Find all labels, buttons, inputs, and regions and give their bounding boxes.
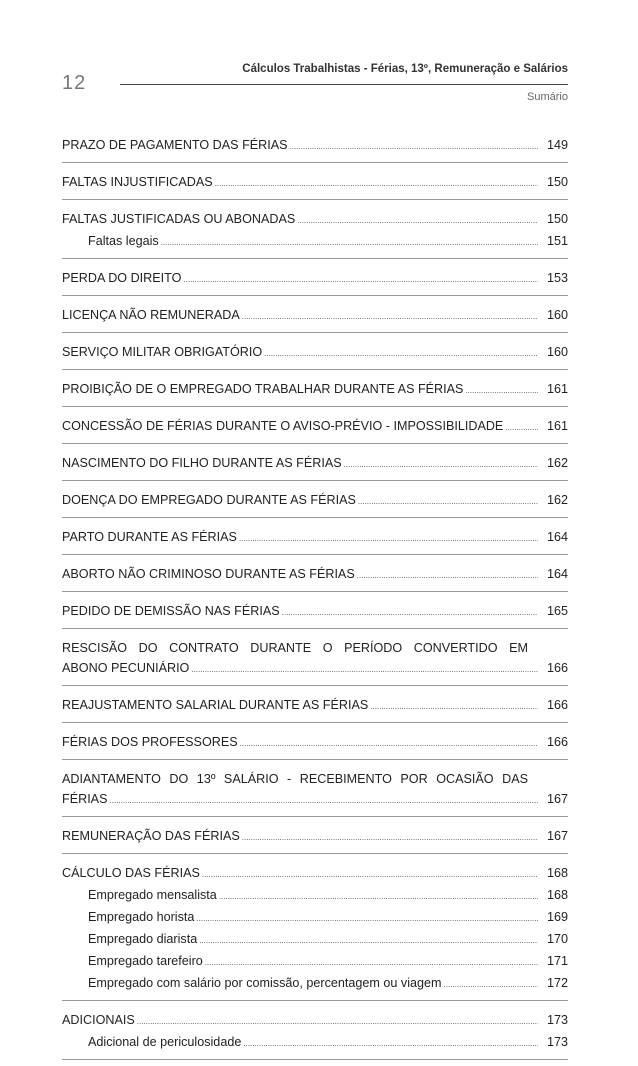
toc-entry-label: PERDA DO DIREITO <box>62 271 182 285</box>
toc-entry[interactable] <box>62 658 568 680</box>
dot-leader <box>219 887 538 907</box>
dot-leader <box>465 381 538 401</box>
dot-leader <box>505 418 538 438</box>
toc-group <box>62 524 568 555</box>
dot-leader <box>161 233 538 253</box>
toc-entry[interactable] <box>62 527 568 549</box>
toc-entry-page: 149 <box>546 138 568 152</box>
toc-group <box>62 598 568 629</box>
toc-entry-label: LICENÇA NÃO REMUNERADA <box>62 308 240 322</box>
toc-entry-page: 150 <box>546 212 568 226</box>
toc-entry-page: 168 <box>546 888 568 902</box>
toc-entry[interactable] <box>62 453 568 475</box>
toc-entry[interactable] <box>62 490 568 512</box>
toc-entry[interactable] <box>62 416 568 438</box>
toc-entry-label: ABORTO NÃO CRIMINOSO DURANTE AS FÉRIAS <box>62 567 355 581</box>
toc-subentry[interactable] <box>62 907 568 929</box>
toc-entry-label: PROIBIÇÃO DE O EMPREGADO TRABALHAR DURANTE AS FÉRIAS <box>62 382 464 396</box>
toc-group <box>62 561 568 592</box>
toc-group <box>62 766 568 817</box>
toc-entry-page: 150 <box>546 175 568 189</box>
toc-entry-page: 169 <box>546 910 568 924</box>
table-of-contents <box>62 132 568 1066</box>
toc-entry-label: Empregado tarefeiro <box>88 954 203 968</box>
toc-entry[interactable] <box>62 135 568 157</box>
dot-leader <box>110 791 539 811</box>
toc-entry-page: 172 <box>546 976 568 990</box>
dot-leader <box>183 270 538 290</box>
toc-group <box>62 302 568 333</box>
toc-entry[interactable] <box>62 305 568 327</box>
toc-entry-label: NASCIMENTO DO FILHO DURANTE AS FÉRIAS <box>62 456 342 470</box>
toc-group <box>62 169 568 200</box>
toc-entry-label: ABONO PECUNIÁRIO <box>62 661 190 675</box>
toc-entry-page: 161 <box>546 419 568 433</box>
dot-leader <box>196 909 538 929</box>
toc-entry-page: 164 <box>546 567 568 581</box>
toc-group <box>62 823 568 854</box>
toc-entry-label-line1: RESCISÃO DO CONTRATO DURANTE O PERÍODO CONVERTIDO EM <box>62 641 528 655</box>
toc-subentry[interactable] <box>62 231 568 253</box>
dot-leader <box>239 529 538 549</box>
toc-entry-label: Empregado diarista <box>88 932 198 946</box>
dot-leader <box>243 1034 538 1054</box>
toc-group <box>62 339 568 370</box>
toc-entry-page: 162 <box>546 456 568 470</box>
toc-entry[interactable] <box>62 601 568 623</box>
toc-entry[interactable] <box>62 268 568 290</box>
toc-entry-label: CONCESSÃO DE FÉRIAS DURANTE O AVISO-PRÉVIO - IMPOSSIBILIDADE <box>62 419 504 433</box>
dot-leader <box>191 660 538 680</box>
toc-entry-page: 168 <box>546 866 568 880</box>
dot-leader <box>358 492 538 512</box>
toc-entry-label-line1: ADIANTAMENTO DO 13º SALÁRIO - RECEBIMENTO POR OCASIÃO DAS <box>62 772 528 786</box>
toc-entry[interactable] <box>62 826 568 848</box>
toc-group <box>62 376 568 407</box>
toc-subentry[interactable] <box>62 885 568 907</box>
toc-entry[interactable] <box>62 379 568 401</box>
toc-entry[interactable] <box>62 732 568 754</box>
header-rule <box>120 84 568 85</box>
toc-entry-label: FALTAS INJUSTIFICADAS <box>62 175 213 189</box>
toc-entry-page: 153 <box>546 271 568 285</box>
dot-leader <box>205 953 538 973</box>
toc-entry[interactable] <box>62 863 568 885</box>
dot-leader <box>357 566 538 586</box>
toc-group <box>62 450 568 481</box>
dot-leader <box>282 603 538 623</box>
toc-group <box>62 1007 568 1060</box>
dot-leader <box>240 734 538 754</box>
dot-leader <box>137 1012 538 1032</box>
dot-leader <box>444 975 539 995</box>
toc-entry-page: 171 <box>546 954 568 968</box>
toc-subentry[interactable] <box>62 973 568 995</box>
toc-entry-page: 160 <box>546 308 568 322</box>
toc-entry[interactable] <box>62 209 568 231</box>
toc-entry-page: 151 <box>546 234 568 248</box>
toc-entry[interactable] <box>62 1010 568 1032</box>
dot-leader <box>370 697 538 717</box>
toc-entry-label: SERVIÇO MILITAR OBRIGATÓRIO <box>62 345 263 359</box>
toc-entry[interactable] <box>62 172 568 194</box>
toc-group <box>62 692 568 723</box>
toc-entry-page: 164 <box>546 530 568 544</box>
toc-entry-label: PRAZO DE PAGAMENTO DAS FÉRIAS <box>62 138 288 152</box>
toc-entry[interactable] <box>62 695 568 717</box>
toc-entry-label: Empregado com salário por comissão, percentagem ou viagem <box>88 976 442 990</box>
toc-entry-label: REMUNERAÇÃO DAS FÉRIAS <box>62 829 240 843</box>
toc-entry-label: FALTAS JUSTIFICADAS OU ABONADAS <box>62 212 296 226</box>
toc-subentry[interactable] <box>62 951 568 973</box>
toc-subentry[interactable] <box>62 929 568 951</box>
toc-entry-page: 161 <box>546 382 568 396</box>
toc-entry-page: 160 <box>546 345 568 359</box>
toc-entry-page: 170 <box>546 932 568 946</box>
toc-entry[interactable] <box>62 564 568 586</box>
dot-leader <box>344 455 538 475</box>
running-header-title: Cálculos Trabalhistas - Férias, 13º, Remuneração e Salários <box>242 63 568 75</box>
dot-leader <box>215 174 538 194</box>
toc-entry-label: DOENÇA DO EMPREGADO DURANTE AS FÉRIAS <box>62 493 356 507</box>
toc-entry-label: CÁLCULO DAS FÉRIAS <box>62 866 200 880</box>
toc-entry-page: 173 <box>546 1013 568 1027</box>
toc-group <box>62 487 568 518</box>
dot-leader <box>202 865 538 885</box>
dot-leader <box>290 137 538 157</box>
toc-group <box>62 206 568 259</box>
toc-entry[interactable] <box>62 342 568 364</box>
toc-group <box>62 413 568 444</box>
toc-group <box>62 132 568 163</box>
dot-leader <box>242 828 538 848</box>
toc-entry-page: 166 <box>546 735 568 749</box>
toc-subentry[interactable] <box>62 1032 568 1054</box>
toc-group <box>62 729 568 760</box>
toc-group <box>62 860 568 1001</box>
toc-entry-label: FÉRIAS DOS PROFESSORES <box>62 735 238 749</box>
toc-entry-page: 166 <box>546 661 568 675</box>
toc-entry-label: Adicional de periculosidade <box>88 1035 242 1049</box>
toc-entry-label: Faltas legais <box>88 234 159 248</box>
toc-group <box>62 635 568 686</box>
running-header-section: Sumário <box>527 91 568 103</box>
toc-entry-label: PARTO DURANTE AS FÉRIAS <box>62 530 237 544</box>
toc-entry-label: ADICIONAIS <box>62 1013 135 1027</box>
toc-entry-label: FÉRIAS <box>62 792 108 806</box>
toc-entry-page: 166 <box>546 698 568 712</box>
toc-entry-page: 165 <box>546 604 568 618</box>
toc-entry[interactable] <box>62 789 568 811</box>
dot-leader <box>242 307 538 327</box>
toc-entry-page: 162 <box>546 493 568 507</box>
toc-entry-page: 167 <box>546 792 568 806</box>
page-number: 12 <box>62 72 87 94</box>
toc-group <box>62 265 568 296</box>
toc-entry-page: 167 <box>546 829 568 843</box>
toc-entry-label: REAJUSTAMENTO SALARIAL DURANTE AS FÉRIAS <box>62 698 369 712</box>
toc-entry-label: PEDIDO DE DEMISSÃO NAS FÉRIAS <box>62 604 280 618</box>
toc-entry-label: Empregado mensalista <box>88 888 217 902</box>
dot-leader <box>199 931 538 951</box>
toc-entry-label: Empregado horista <box>88 910 195 924</box>
toc-entry-page: 173 <box>546 1035 568 1049</box>
dot-leader <box>297 211 538 231</box>
dot-leader <box>264 344 538 364</box>
